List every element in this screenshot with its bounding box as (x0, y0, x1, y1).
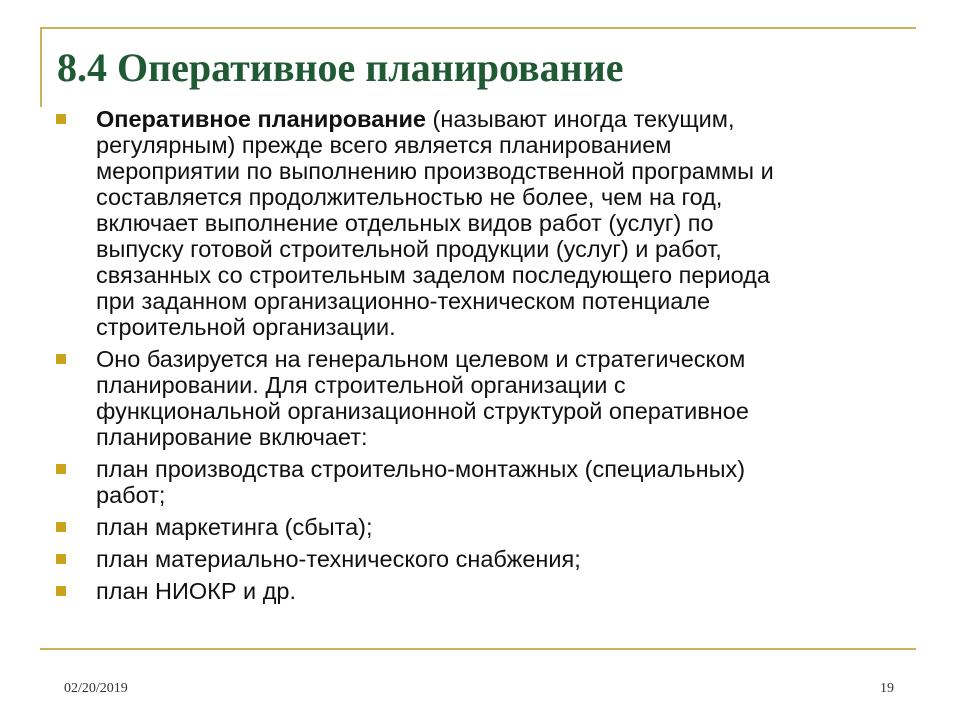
bullet-item-3 (56, 456, 916, 508)
bullet-item-2 (56, 346, 916, 450)
square-bullet-icon (56, 554, 66, 564)
bullet-line: строительной организации. (96, 314, 396, 340)
bullet-item-4 (56, 514, 916, 540)
bullet-line: составляется продолжительностью не более, чем на год, (96, 184, 723, 210)
bullet-line: планировании. Для строительной организации с (96, 372, 626, 398)
frame-left-line (40, 27, 42, 107)
square-bullet-icon (56, 354, 66, 364)
footer-date: 02/20/2019 (64, 681, 128, 696)
bullet-item-1 (56, 106, 916, 340)
bullet-line: работ; (96, 482, 166, 508)
bullet-line: мероприятии по выполнению производственной программы и (96, 158, 774, 184)
page-number: 19 (880, 681, 894, 696)
square-bullet-icon (56, 114, 66, 124)
square-bullet-icon (56, 586, 66, 596)
slide-title: 8.4 Оперативное планирование (57, 45, 624, 90)
bullet-line: план маркетинга (сбыта); (96, 514, 373, 540)
bullet-line: план НИОКР и др. (96, 578, 297, 604)
frame-top-line (40, 27, 916, 29)
bullet-line: (называют иногда текущим, (425, 106, 735, 132)
bullet-line: функциональной организационной структурой оперативное (96, 398, 749, 424)
square-bullet-icon (56, 464, 66, 474)
bullet-list (56, 106, 916, 610)
frame-bottom-line (40, 648, 916, 650)
square-bullet-icon (56, 522, 66, 532)
bullet-line: план материально-технического снабжения; (96, 546, 581, 572)
bullet-item-5 (56, 546, 916, 572)
bullet-line: регулярным) прежде всего является планированием (96, 132, 672, 158)
bullet-item-6 (56, 578, 916, 604)
bullet-line: Оно базируется на генеральном целевом и стратегическом (96, 346, 746, 372)
bullet-line: связанных со строительным заделом последующего периода (96, 262, 770, 288)
bullet-line: планирование включает: (96, 424, 368, 450)
bullet-line: выпуску готовой строительной продукции (услуг) и работ, (96, 236, 722, 262)
bullet-line: при заданном организационно-техническом потенциале (96, 288, 711, 314)
bullet-bold-term: Оперативное планирование (96, 106, 426, 132)
bullet-line: включает выполнение отдельных видов работ (услуг) по (96, 210, 714, 236)
bullet-line: план производства строительно-монтажных (специальных) (96, 456, 746, 482)
